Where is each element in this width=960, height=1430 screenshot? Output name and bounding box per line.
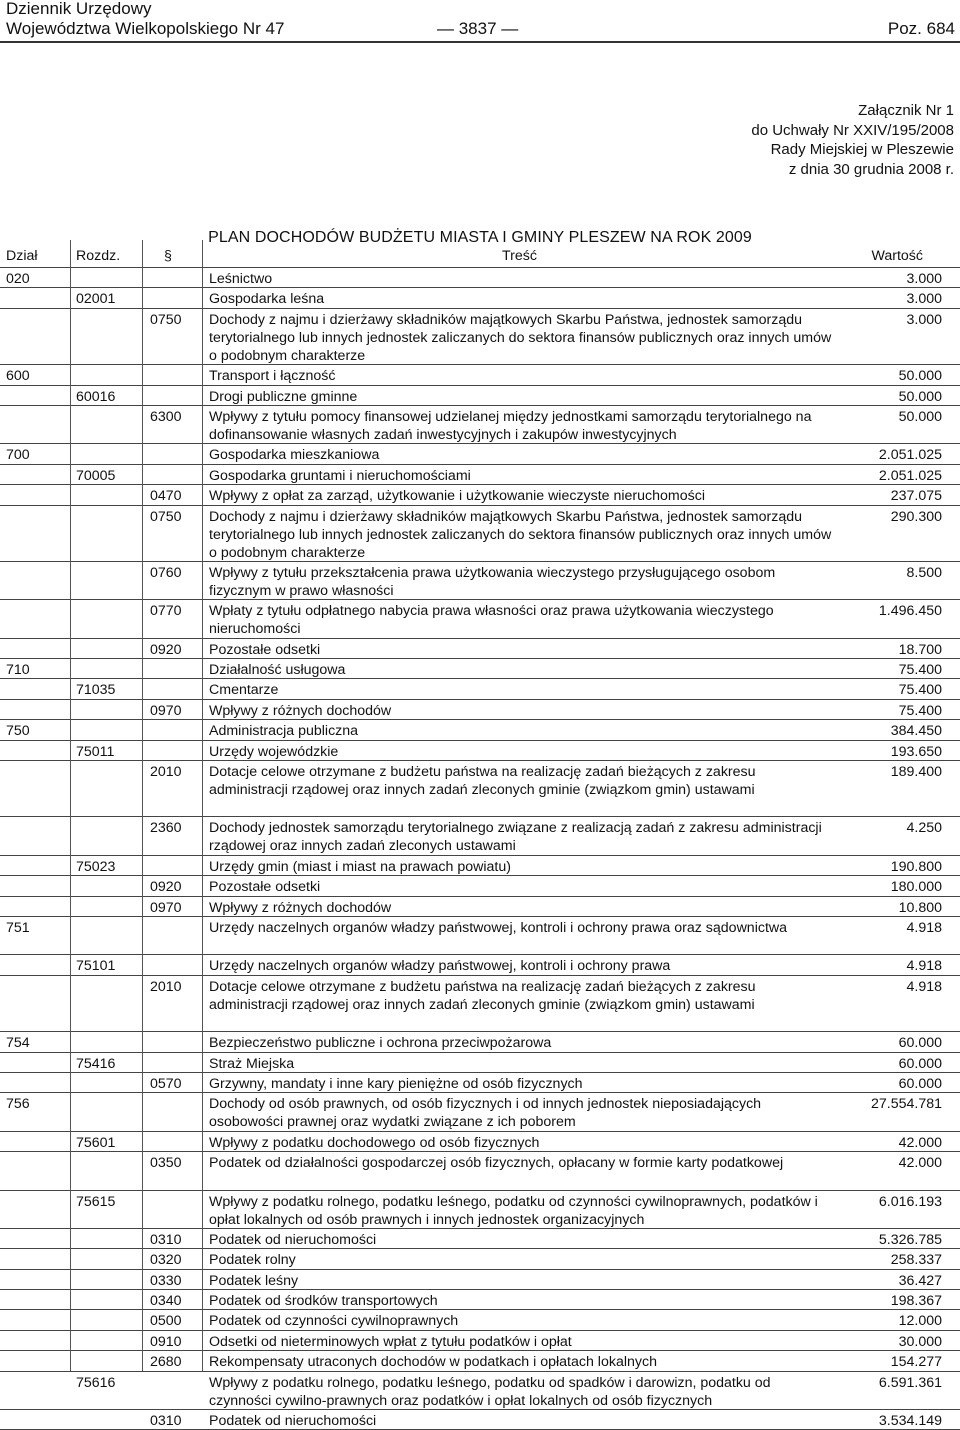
cell-paragraph: 0750	[150, 311, 182, 328]
cell-dzial: 700	[6, 447, 30, 464]
table-row	[0, 600, 960, 638]
cell-rozdz: 70005	[76, 467, 116, 484]
cell-paragraph: 2010	[150, 764, 182, 781]
cell-rozdz: 60016	[76, 388, 116, 405]
table-row	[0, 639, 960, 659]
cell-rozdz	[76, 1331, 134, 1333]
cell-tresc: Straż Miejska	[209, 1055, 295, 1072]
cell-tresc: Dotacje celowe otrzymane z budżetu państwa na realizację zadań bieżących z zakresu administracji rządowej oraz innych zadań zleconych gminie (związkom gmin) ustawami	[209, 978, 756, 1013]
cell-wartosc: 4.250	[906, 820, 942, 837]
table-row	[0, 917, 960, 955]
header-rozdz: Rozdz.	[76, 248, 121, 264]
cell-wartosc: 258.337	[890, 1252, 942, 1269]
cell-wartosc: 6.591.361	[878, 1374, 942, 1391]
cell-paragraph: 0320	[150, 1252, 182, 1269]
table-row	[0, 506, 960, 562]
cell-paragraph: 0970	[150, 899, 182, 916]
cell-tresc: Gospodarka leśna	[209, 291, 325, 308]
cell-rozdz	[76, 1310, 134, 1312]
journal-name: Dziennik Urzędowy	[6, 0, 152, 18]
table-row	[0, 288, 960, 308]
cell-rozdz	[76, 444, 134, 446]
cell-rozdz	[76, 1249, 134, 1251]
cell-dzial	[6, 1410, 66, 1412]
cell-dzial	[6, 1310, 66, 1312]
cell-paragraph	[150, 1372, 198, 1374]
annex-line-1: Załącznik Nr 1	[858, 102, 954, 119]
cell-wartosc: 190.800	[890, 858, 942, 875]
cell-dzial	[6, 406, 66, 408]
position-number: Poz. 684	[887, 19, 955, 38]
cell-wartosc: 42.000	[898, 1134, 942, 1151]
cell-tresc: Wpływy z opłat za zarząd, użytkowanie i użytkowanie wieczyste nieruchomości	[209, 488, 705, 505]
cell-paragraph	[150, 288, 198, 290]
cell-wartosc: 75.400	[898, 682, 942, 699]
cell-dzial	[6, 562, 66, 564]
cell-tresc: Leśnictwo	[209, 271, 273, 287]
table-row	[0, 817, 960, 855]
cell-wartosc: 6.016.193	[878, 1193, 942, 1210]
cell-dzial	[6, 741, 66, 743]
cell-wartosc: 2.051.025	[878, 447, 942, 464]
cell-dzial	[6, 876, 66, 878]
table-row	[0, 1351, 960, 1371]
cell-rozdz	[76, 562, 134, 564]
cell-dzial: 600	[6, 368, 30, 385]
cell-dzial	[6, 856, 66, 858]
cell-tresc: Podatek od nieruchomości	[209, 1231, 377, 1248]
cell-tresc: Wpłaty z tytułu odpłatnego nabycia prawa własności oraz prawa użytkowania wieczystego nieruchomości	[209, 603, 774, 638]
cell-dzial	[6, 1351, 66, 1353]
cell-paragraph: 0500	[150, 1313, 182, 1330]
cell-wartosc: 193.650	[890, 743, 942, 760]
cell-tresc: Podatek od środków transportowych	[209, 1293, 438, 1310]
cell-rozdz	[76, 309, 134, 311]
cell-dzial	[6, 465, 66, 467]
cell-rozdz	[76, 485, 134, 487]
cell-wartosc: 3.000	[906, 271, 942, 287]
cell-wartosc: 290.300	[890, 508, 942, 525]
cell-dzial	[6, 817, 66, 819]
cell-tresc: Podatek rolny	[209, 1252, 296, 1269]
cell-tresc: Urzędy gmin (miast i miast na prawach powiatu)	[209, 858, 511, 875]
cell-rozdz	[76, 268, 134, 270]
table-row	[0, 406, 960, 444]
cell-wartosc: 189.400	[890, 764, 942, 781]
cell-dzial	[6, 761, 66, 763]
table-row	[0, 1372, 960, 1410]
cell-wartosc: 4.918	[906, 958, 942, 975]
column-divider	[70, 240, 71, 1371]
page-number: — 3837 —	[437, 19, 519, 38]
cell-tresc: Gospodarka gruntami i nieruchomościami	[209, 467, 471, 484]
cell-paragraph	[150, 365, 198, 367]
cell-tresc: Wpływy z podatku rolnego, podatku leśnego, podatku od spadków i darowizn, podatku od czynności cywilno-prawnych oraz podatków i opłat lokalnych od osób fizycznych	[209, 1374, 771, 1409]
cell-tresc: Dochody od osób prawnych, od osób fizycznych i od innych jednostek nieposiadających osobowości prawnej oraz wydatki związane z ich poborem	[209, 1096, 762, 1131]
cell-rozdz	[76, 365, 134, 367]
cell-dzial: 756	[6, 1096, 30, 1113]
cell-paragraph: 0340	[150, 1293, 182, 1310]
cell-dzial	[6, 897, 66, 899]
cell-tresc: Wpływy z podatku dochodowego od osób fizycznych	[209, 1134, 540, 1151]
cell-rozdz	[76, 1270, 134, 1272]
table-row	[0, 761, 960, 817]
cell-paragraph: 0760	[150, 564, 182, 581]
cell-dzial	[6, 1191, 66, 1193]
table-body	[0, 267, 960, 1430]
table-row	[0, 1229, 960, 1249]
cell-rozdz	[76, 1093, 134, 1095]
cell-dzial	[6, 485, 66, 487]
cell-wartosc: 36.427	[898, 1272, 942, 1289]
cell-dzial	[6, 600, 66, 602]
cell-tresc: Wpływy z tytułu przekształcenia prawa użytkowania wieczystego przysługującego osobom fizycznym w prawo własności	[209, 564, 776, 599]
cell-tresc: Podatek od czynności cywilnoprawnych	[209, 1313, 459, 1330]
cell-wartosc: 3.534.149	[878, 1413, 942, 1430]
table-row	[0, 365, 960, 385]
cell-paragraph	[150, 444, 198, 446]
cell-rozdz	[76, 1032, 134, 1034]
cell-wartosc: 60.000	[898, 1055, 942, 1072]
cell-tresc: Administracja publiczna	[209, 723, 359, 740]
cell-tresc: Urzędy naczelnych organów władzy państwowej, kontroli i ochrony prawa	[209, 958, 671, 975]
document-title: PLAN DOCHODÓW BUDŻETU MIASTA I GMINY PLESZEW NA ROK 2009	[208, 229, 752, 246]
cell-paragraph: 2680	[150, 1354, 182, 1371]
cell-rozdz	[76, 639, 134, 641]
cell-paragraph	[150, 1132, 198, 1134]
cell-rozdz	[76, 1073, 134, 1075]
cell-dzial	[6, 1331, 66, 1333]
cell-rozdz	[76, 917, 134, 919]
cell-dzial: 750	[6, 723, 30, 740]
cell-rozdz	[76, 1410, 134, 1412]
cell-dzial: 710	[6, 662, 30, 679]
cell-wartosc: 384.450	[890, 723, 942, 740]
cell-paragraph: 2360	[150, 820, 182, 837]
table-row	[0, 1410, 960, 1430]
cell-paragraph	[150, 856, 198, 858]
cell-wartosc: 5.326.785	[878, 1231, 942, 1248]
cell-dzial	[6, 288, 66, 290]
cell-wartosc: 50.000	[898, 408, 942, 425]
table-row	[0, 1132, 960, 1152]
cell-paragraph	[150, 386, 198, 388]
cell-rozdz: 75101	[76, 958, 116, 975]
cell-paragraph: 2010	[150, 978, 182, 995]
cell-dzial	[6, 506, 66, 508]
cell-paragraph: 0350	[150, 1155, 182, 1172]
cell-dzial: 754	[6, 1035, 30, 1052]
cell-rozdz	[76, 876, 134, 878]
table-row	[0, 562, 960, 600]
cell-wartosc: 2.051.025	[878, 467, 942, 484]
cell-paragraph: 0750	[150, 508, 182, 525]
cell-tresc: Wpływy z tytułu pomocy finansowej udzielanej między jednostkami samorządu terytorialnego na dofinansowanie własnych zadań inwestycyjnych i zakupów inwestycyjnych	[209, 408, 812, 443]
annex-block	[751, 101, 954, 179]
cell-rozdz	[76, 761, 134, 763]
cell-dzial	[6, 1152, 66, 1154]
cell-rozdz: 75601	[76, 1134, 116, 1151]
cell-dzial	[6, 1290, 66, 1292]
cell-rozdz	[76, 1152, 134, 1154]
cell-dzial	[6, 386, 66, 388]
cell-wartosc: 180.000	[890, 879, 942, 896]
cell-wartosc: 12.000	[898, 1313, 942, 1330]
cell-dzial	[6, 1249, 66, 1251]
cell-tresc: Wpływy z różnych dochodów	[209, 702, 392, 719]
cell-dzial	[6, 679, 66, 681]
cell-wartosc: 50.000	[898, 368, 942, 385]
cell-dzial	[6, 1073, 66, 1075]
table-row	[0, 309, 960, 365]
cell-rozdz	[76, 406, 134, 408]
cell-wartosc: 154.277	[890, 1354, 942, 1371]
cell-tresc: Wpływy z różnych dochodów	[209, 899, 392, 916]
cell-tresc: Transport i łączność	[209, 368, 336, 385]
cell-dzial: 020	[6, 271, 30, 287]
cell-paragraph: 0570	[150, 1075, 182, 1092]
table-row	[0, 679, 960, 699]
cell-rozdz: 75416	[76, 1055, 116, 1072]
table-row	[0, 955, 960, 975]
cell-wartosc: 27.554.781	[870, 1096, 942, 1113]
cell-rozdz	[76, 1229, 134, 1231]
cell-paragraph: 0970	[150, 702, 182, 719]
cell-paragraph	[150, 1093, 198, 1095]
cell-wartosc: 60.000	[898, 1035, 942, 1052]
table-row	[0, 1093, 960, 1131]
table-row	[0, 1191, 960, 1229]
cell-tresc: Gospodarka mieszkaniowa	[209, 447, 380, 464]
annex-line-2: do Uchwały Nr XXIV/195/2008	[751, 121, 954, 139]
cell-dzial: 751	[6, 919, 30, 936]
cell-tresc: Drogi publiczne gminne	[209, 388, 358, 405]
header-dzial: Dział	[6, 248, 38, 264]
table-row	[0, 976, 960, 1032]
cell-paragraph: 0920	[150, 879, 182, 896]
cell-tresc: Dochody z najmu i dzierżawy składników majątkowych Skarbu Państwa, jednostek samorządu terytorialnego lub innych jednostek zaliczanych do sektora finansów publicznych oraz innych umów o podobnym charakterze	[209, 508, 832, 561]
cell-paragraph	[150, 659, 198, 661]
cell-rozdz	[76, 817, 134, 819]
cell-tresc: Odsetki od nieterminowych wpłat z tytułu podatków i opłat	[209, 1333, 572, 1350]
table-row	[0, 1310, 960, 1330]
column-divider	[142, 240, 143, 1371]
cell-rozdz: 02001	[76, 291, 116, 308]
header-tresc: Treść	[502, 248, 537, 264]
cell-dzial	[6, 639, 66, 641]
cell-tresc: Urzędy wojewódzkie	[209, 743, 339, 760]
cell-wartosc: 18.700	[898, 641, 942, 658]
cell-tresc: Cmentarze	[209, 682, 279, 699]
cell-rozdz	[76, 600, 134, 602]
cell-tresc: Pozostałe odsetki	[209, 641, 321, 658]
cell-dzial	[6, 1229, 66, 1231]
cell-paragraph: 0330	[150, 1272, 182, 1289]
journal-header	[0, 0, 960, 42]
header-paragraph: §	[164, 248, 172, 264]
cell-paragraph: 6300	[150, 408, 182, 425]
cell-wartosc: 30.000	[898, 1333, 942, 1350]
cell-paragraph: 0770	[150, 603, 182, 620]
cell-wartosc: 8.500	[906, 564, 942, 581]
cell-tresc: Urzędy naczelnych organów władzy państwowej, kontroli i ochrony prawa oraz sądownictwa	[209, 919, 788, 936]
cell-dzial	[6, 1132, 66, 1134]
cell-rozdz: 71035	[76, 682, 116, 699]
table-row	[0, 1032, 960, 1052]
cell-paragraph	[150, 1032, 198, 1034]
table-row	[0, 856, 960, 876]
cell-tresc: Grzywny, mandaty i inne kary pieniężne od osób fizycznych	[209, 1075, 583, 1092]
cell-rozdz	[76, 659, 134, 661]
cell-wartosc: 75.400	[898, 702, 942, 719]
cell-paragraph	[150, 679, 198, 681]
cell-wartosc: 10.800	[898, 899, 942, 916]
cell-paragraph	[150, 1191, 198, 1193]
cell-tresc: Bezpieczeństwo publiczne i ochrona przeciwpożarowa	[209, 1035, 552, 1052]
cell-wartosc: 4.918	[906, 919, 942, 936]
table-row	[0, 444, 960, 464]
cell-wartosc: 50.000	[898, 388, 942, 405]
cell-wartosc: 3.000	[906, 291, 942, 308]
table-row	[0, 700, 960, 720]
header-wartosc: Wartość	[871, 248, 923, 264]
cell-paragraph: 0310	[150, 1413, 182, 1430]
cell-rozdz: 75615	[76, 1193, 116, 1210]
cell-wartosc: 3.000	[906, 311, 942, 328]
cell-rozdz: 75011	[76, 743, 115, 760]
annex-line-4: z dnia 30 grudnia 2008 r.	[788, 160, 954, 178]
cell-tresc: Dotacje celowe otrzymane z budżetu państwa na realizację zadań bieżących z zakresu administracji rządowej oraz innych zadań zleconych gminie (związkom gmin) ustawami	[209, 764, 756, 799]
table-row	[0, 1270, 960, 1290]
cell-dzial	[6, 1270, 66, 1272]
cell-rozdz	[76, 897, 134, 899]
cell-dzial	[6, 309, 66, 311]
table-row	[0, 720, 960, 740]
header-rule	[0, 41, 960, 43]
cell-dzial	[6, 976, 66, 978]
cell-wartosc: 42.000	[898, 1155, 942, 1172]
table-row	[0, 485, 960, 505]
cell-rozdz	[76, 1290, 134, 1292]
cell-paragraph	[150, 917, 198, 919]
cell-tresc: Działalność usługowa	[209, 662, 346, 679]
cell-wartosc: 75.400	[898, 662, 942, 679]
cell-rozdz	[76, 1351, 134, 1353]
cell-tresc: Podatek od nieruchomości	[209, 1413, 377, 1430]
cell-paragraph: 0470	[150, 488, 182, 505]
cell-tresc: Dochody z najmu i dzierżawy składników majątkowych Skarbu Państwa, jednostek samorządu terytorialnego lub innych jednostek zaliczanych do sektora finansów publicznych oraz innych umów o podobnym charakterze	[209, 311, 832, 364]
table-row	[0, 1073, 960, 1093]
cell-rozdz: 75616	[76, 1374, 116, 1391]
annex-line-3: Rady Miejskiej w Pleszewie	[770, 141, 954, 159]
cell-dzial	[6, 700, 66, 702]
cell-paragraph: 0310	[150, 1231, 182, 1248]
table-row	[0, 1152, 960, 1190]
table-row	[0, 465, 960, 485]
budget-table	[0, 243, 960, 1430]
cell-paragraph	[150, 268, 198, 270]
cell-tresc: Wpływy z podatku rolnego, podatku leśnego, podatku od czynności cywilnoprawnych, podatków i opłat lokalnych od osób prawnych i innych jednostek organizacyjnych	[209, 1193, 818, 1228]
cell-rozdz	[76, 720, 134, 722]
cell-dzial	[6, 955, 66, 957]
cell-paragraph: 0910	[150, 1333, 182, 1350]
cell-rozdz	[76, 700, 134, 702]
cell-tresc: Podatek leśny	[209, 1272, 299, 1289]
cell-wartosc: 237.075	[890, 488, 942, 505]
cell-tresc: Dochody jednostek samorządu terytorialnego związane z realizacją zadań z zakresu administracji rządowej oraz innych zadań zleconych ustawami	[209, 820, 822, 855]
cell-wartosc: 60.000	[898, 1075, 942, 1092]
cell-tresc: Rekompensaty utraconych dochodów w podatkach i opłatach lokalnych	[209, 1354, 657, 1371]
table-row	[0, 1053, 960, 1073]
table-row	[0, 267, 960, 288]
table-row	[0, 897, 960, 917]
cell-paragraph	[150, 1053, 198, 1055]
cell-paragraph: 0920	[150, 641, 182, 658]
table-header	[0, 243, 960, 267]
cell-paragraph	[150, 720, 198, 722]
cell-tresc: Podatek od działalności gospodarczej osób fizycznych, opłacany w formie karty podatkowej	[209, 1155, 784, 1172]
cell-rozdz	[76, 506, 134, 508]
table-row	[0, 741, 960, 761]
cell-wartosc: 4.918	[906, 978, 942, 995]
cell-rozdz	[76, 976, 134, 978]
cell-paragraph	[150, 955, 198, 957]
column-divider	[202, 240, 203, 1371]
cell-tresc: Pozostałe odsetki	[209, 879, 321, 896]
table-row	[0, 1249, 960, 1269]
table-row	[0, 386, 960, 406]
cell-dzial	[6, 1372, 66, 1374]
cell-rozdz: 75023	[76, 858, 116, 875]
table-row	[0, 659, 960, 679]
cell-paragraph	[150, 465, 198, 467]
cell-wartosc: 1.496.450	[878, 603, 942, 620]
cell-dzial	[6, 1053, 66, 1055]
cell-wartosc: 198.367	[890, 1293, 942, 1310]
table-row	[0, 876, 960, 896]
cell-paragraph	[150, 741, 198, 743]
journal-issue: Województwa Wielkopolskiego Nr 47	[6, 19, 285, 38]
table-row	[0, 1290, 960, 1310]
table-row	[0, 1331, 960, 1351]
